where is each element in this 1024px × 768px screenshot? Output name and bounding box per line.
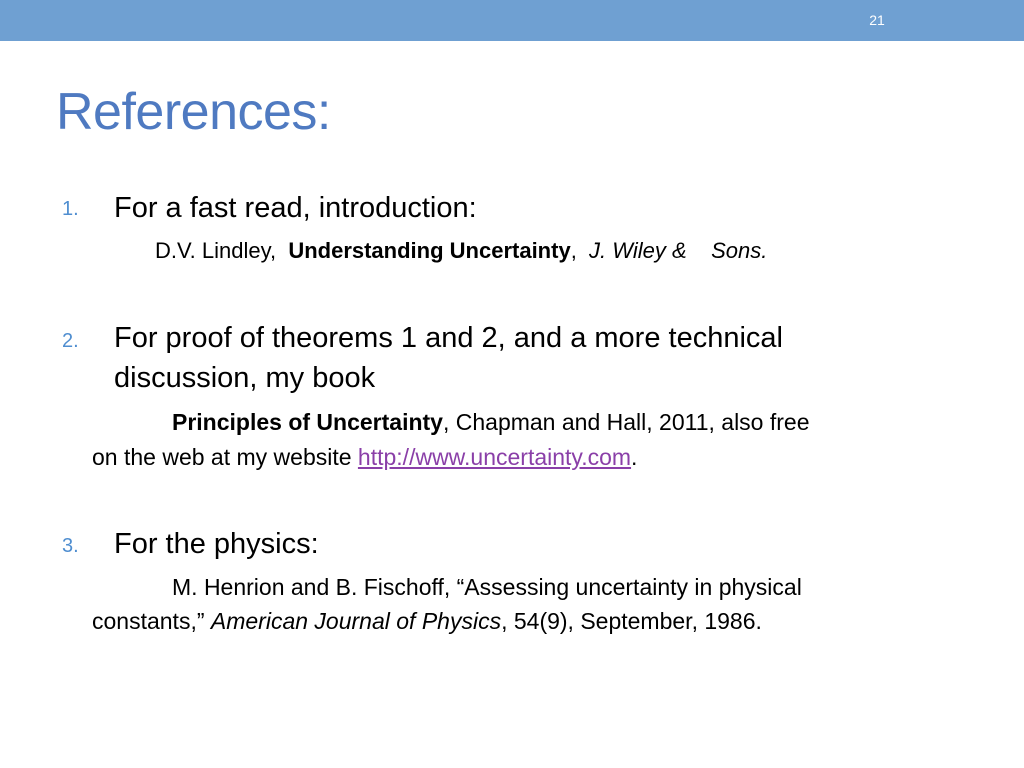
item-3-reference-line1: M. Henrion and B. Fischoff, “Assessing uncertainty in physical [172, 574, 802, 600]
ref-2-details: , Chapman and Hall, 2011, also free [442, 409, 810, 435]
slide-number: 21 [869, 12, 885, 28]
item-3-reference-line2 [92, 604, 762, 638]
ref-2-web-text: on the web at my website [92, 444, 358, 470]
item-2-reference-line1 [172, 405, 810, 439]
ref-1-book: Understanding Uncertainty [288, 238, 571, 263]
slide-title: References: [56, 83, 331, 141]
item-1-reference [155, 234, 767, 268]
ref-3-end: , 54(9), September, 1986. [501, 608, 762, 634]
ref-1-publisher-a: J. Wiley & [589, 238, 687, 263]
ref-2-end: . [631, 444, 638, 470]
item-3-heading: For the physics: [114, 528, 319, 560]
ref-3-start: constants,” [92, 608, 211, 634]
item-2-number: 2. [62, 330, 79, 352]
item-3-number: 3. [62, 535, 79, 557]
ref-2-book: Principles of Uncertainty [172, 409, 443, 435]
item-1-number: 1. [62, 198, 79, 220]
header-bar [0, 0, 1024, 41]
ref-1-comma: , [570, 238, 577, 263]
item-2-heading-line2: discussion, my book [114, 362, 376, 394]
item-1-heading: For a fast read, introduction: [114, 192, 477, 224]
ref-3-journal: American Journal of Physics [210, 608, 502, 634]
ref-1-author: D.V. Lindley, [155, 238, 277, 263]
item-2-reference-line2 [92, 440, 637, 474]
website-link[interactable]: http://www.uncertainty.com [357, 444, 632, 470]
item-2-heading-line1: For proof of theorems 1 and 2, and a more technical [114, 322, 783, 354]
ref-1-publisher-b: Sons. [711, 238, 768, 263]
